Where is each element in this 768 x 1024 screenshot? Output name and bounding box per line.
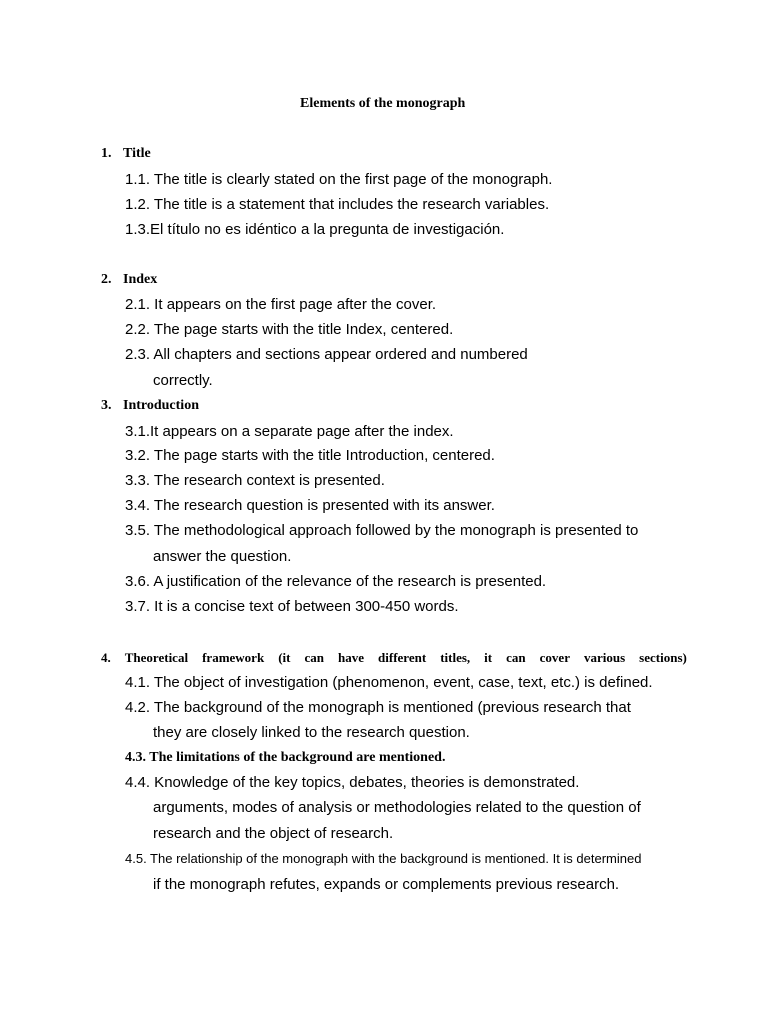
section-heading-label: Index <box>123 272 158 287</box>
list-item: 4.2. The background of the monograph is mentioned (previous research that <box>125 699 631 716</box>
list-item: 1.3.El título no es idéntico a la pregunta de investigación. <box>125 221 505 238</box>
heading-word: various <box>583 650 626 665</box>
list-item: 3.4. The research question is presented with its answer. <box>125 497 495 514</box>
section-heading-label: Introduction <box>123 398 199 413</box>
section-number: 2. <box>101 272 112 287</box>
list-item: 2.1. It appears on the first page after the cover. <box>125 296 437 313</box>
heading-word: can <box>304 650 324 665</box>
heading-word: Theoretical <box>124 650 189 665</box>
section-number: 3. <box>101 398 112 413</box>
section-number: 1. <box>101 146 112 161</box>
list-item: 3.2. The page starts with the title Introduction, centered. <box>125 447 495 464</box>
heading-word: sections) <box>639 650 687 665</box>
list-item-continuation: research and the object of research. <box>153 825 394 842</box>
list-item-bold: 4.3. The limitations of the background are mentioned. <box>125 750 446 765</box>
heading-word: (it <box>278 650 291 665</box>
list-item: 3.7. It is a concise text of between 300-450 words. <box>125 598 459 615</box>
list-item-small: 4.5. The relationship of the monograph with the background is mentioned. It is determined <box>125 851 642 866</box>
section-heading-introduction <box>101 398 199 414</box>
list-item-continuation: answer the question. <box>153 548 292 565</box>
section-heading-theoretical-framework <box>101 650 687 666</box>
list-item: 4.1. The object of investigation (phenomenon, event, case, text, etc.) is defined. <box>125 674 653 691</box>
heading-word: framework <box>202 650 265 665</box>
section-heading-title <box>101 146 151 162</box>
list-item: 2.2. The page starts with the title Index, centered. <box>125 321 454 338</box>
list-item: 3.1.It appears on a separate page after the index. <box>125 423 454 440</box>
heading-word: have <box>338 650 365 665</box>
section-number: 4. <box>101 650 111 665</box>
list-item: 3.6. A justification of the relevance of the research is presented. <box>125 573 547 590</box>
heading-word: cover <box>539 650 570 665</box>
list-item: 1.1. The title is clearly stated on the first page of the monograph. <box>125 171 553 188</box>
list-item: 3.5. The methodological approach followed by the monograph is presented to <box>125 522 639 539</box>
list-item: 1.2. The title is a statement that includes the research variables. <box>125 196 550 213</box>
list-item: 3.3. The research context is presented. <box>125 472 385 489</box>
list-item: 2.3. All chapters and sections appear ordered and numbered <box>125 346 528 363</box>
list-item-continuation: correctly. <box>153 372 213 389</box>
heading-word: can <box>506 650 526 665</box>
heading-word: titles, <box>440 650 471 665</box>
section-heading-label: Title <box>123 146 151 161</box>
list-item: 4.4. Knowledge of the key topics, debates, theories is demonstrated. <box>125 774 580 791</box>
section-heading-index <box>101 272 157 288</box>
list-item-continuation: they are closely linked to the research question. <box>153 724 470 741</box>
list-item-continuation: if the monograph refutes, expands or complements previous research. <box>153 876 620 893</box>
list-item-continuation: arguments, modes of analysis or methodologies related to the question of <box>153 799 641 816</box>
document-title: Elements of the monograph <box>300 96 466 111</box>
heading-word: different <box>378 650 427 665</box>
heading-word: it <box>484 650 493 665</box>
